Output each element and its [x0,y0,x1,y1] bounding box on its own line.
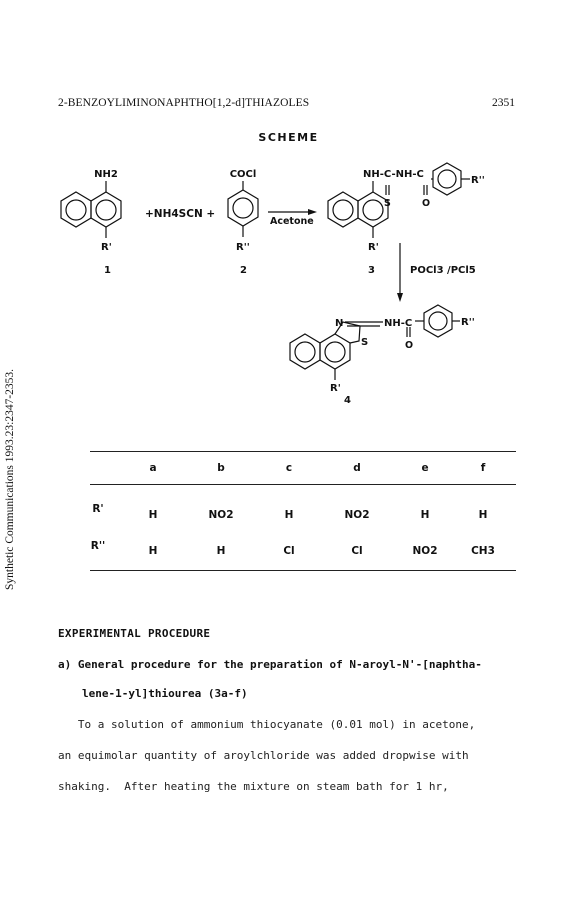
table-cell: H [478,509,488,521]
table-column-header: e [421,462,429,474]
table-column-header: c [285,462,293,474]
table-cell: H [216,545,226,557]
reagent-text: +NH4SCN + [145,208,216,220]
reaction-scheme [0,0,577,420]
paragraph-line: shaking. After heating the mixture on steam bath for 1 hr, [58,780,449,793]
table-column-header: b [217,462,225,474]
compound2-number: 2 [240,265,247,276]
table-row-label: R'' [90,540,106,552]
compound4-o-label: O [405,340,414,351]
arrow1-head [308,209,317,215]
compound4-r-label: R' [330,383,341,394]
paragraph-line: To a solution of ammonium thiocyanate (0.01 mol) in acetone, [58,718,476,731]
table-column-header: f [480,462,486,474]
table-row-label: R' [92,503,104,515]
compound2-r-label: R'' [236,242,250,253]
compound3-benzoyl-ring [433,163,461,195]
compound1-number: 1 [104,265,111,276]
table-top-rule [90,451,516,452]
table-cell: H [148,545,158,557]
compound4-substituent-label: R'' [461,317,475,328]
compound3-number: 3 [368,265,375,276]
compound4-chain-label: NH-C [384,318,413,329]
scheme-title: SCHEME [258,131,319,144]
table-header-rule [90,484,516,485]
compound4-n-label: N [335,318,344,329]
table-cell: Cl [351,545,363,557]
compound3-substituent-label: R'' [471,175,485,186]
running-title: 2-BENZOYLIMINONAPHTHO[1,2-d]THIAZOLES [58,97,310,109]
compound4-number: 4 [344,395,351,406]
table-cell: NO2 [208,509,234,521]
compound4-benzoyl-ring [424,305,452,337]
table-cell: NO2 [344,509,370,521]
compound1-r-label: R' [101,242,112,253]
table-cell: H [420,509,430,521]
side-citation: Synthetic Communications 1993.23:2347-2353. [4,368,16,590]
table-cell: CH3 [471,545,495,557]
table-cell: H [284,509,294,521]
table-column-header: d [353,462,361,474]
arrow2-label: POCl3 /PCl5 [410,265,476,276]
table-cell: Cl [283,545,295,557]
table-bottom-rule [90,570,516,571]
compound3-r-label: R' [368,242,379,253]
table-column-header: a [149,462,157,474]
compound2-cocl-label: COCl [229,169,257,180]
subheading-line: a) General procedure for the preparation of N-aroyl-N'-[naphtha- [58,658,482,671]
table-cell: H [148,509,158,521]
section-heading: EXPERIMENTAL PROCEDURE [58,627,211,640]
subheading-line: lene-1-yl]thiourea (3a-f) [82,687,248,700]
compound4-s-label: S [361,337,369,348]
compound3-chain-label: NH-C-NH-C [363,169,424,180]
arrow1-label: Acetone [270,216,314,227]
compound3-s-label: S [384,198,391,209]
paragraph-line: an equimolar quantity of aroylchloride was added dropwise with [58,749,469,762]
compound3-o-label: O [422,198,431,209]
compound1-nh2-label: NH2 [94,169,118,180]
arrow2-head [397,293,403,302]
page-number: 2351 [492,97,515,109]
table-cell: NO2 [412,545,438,557]
